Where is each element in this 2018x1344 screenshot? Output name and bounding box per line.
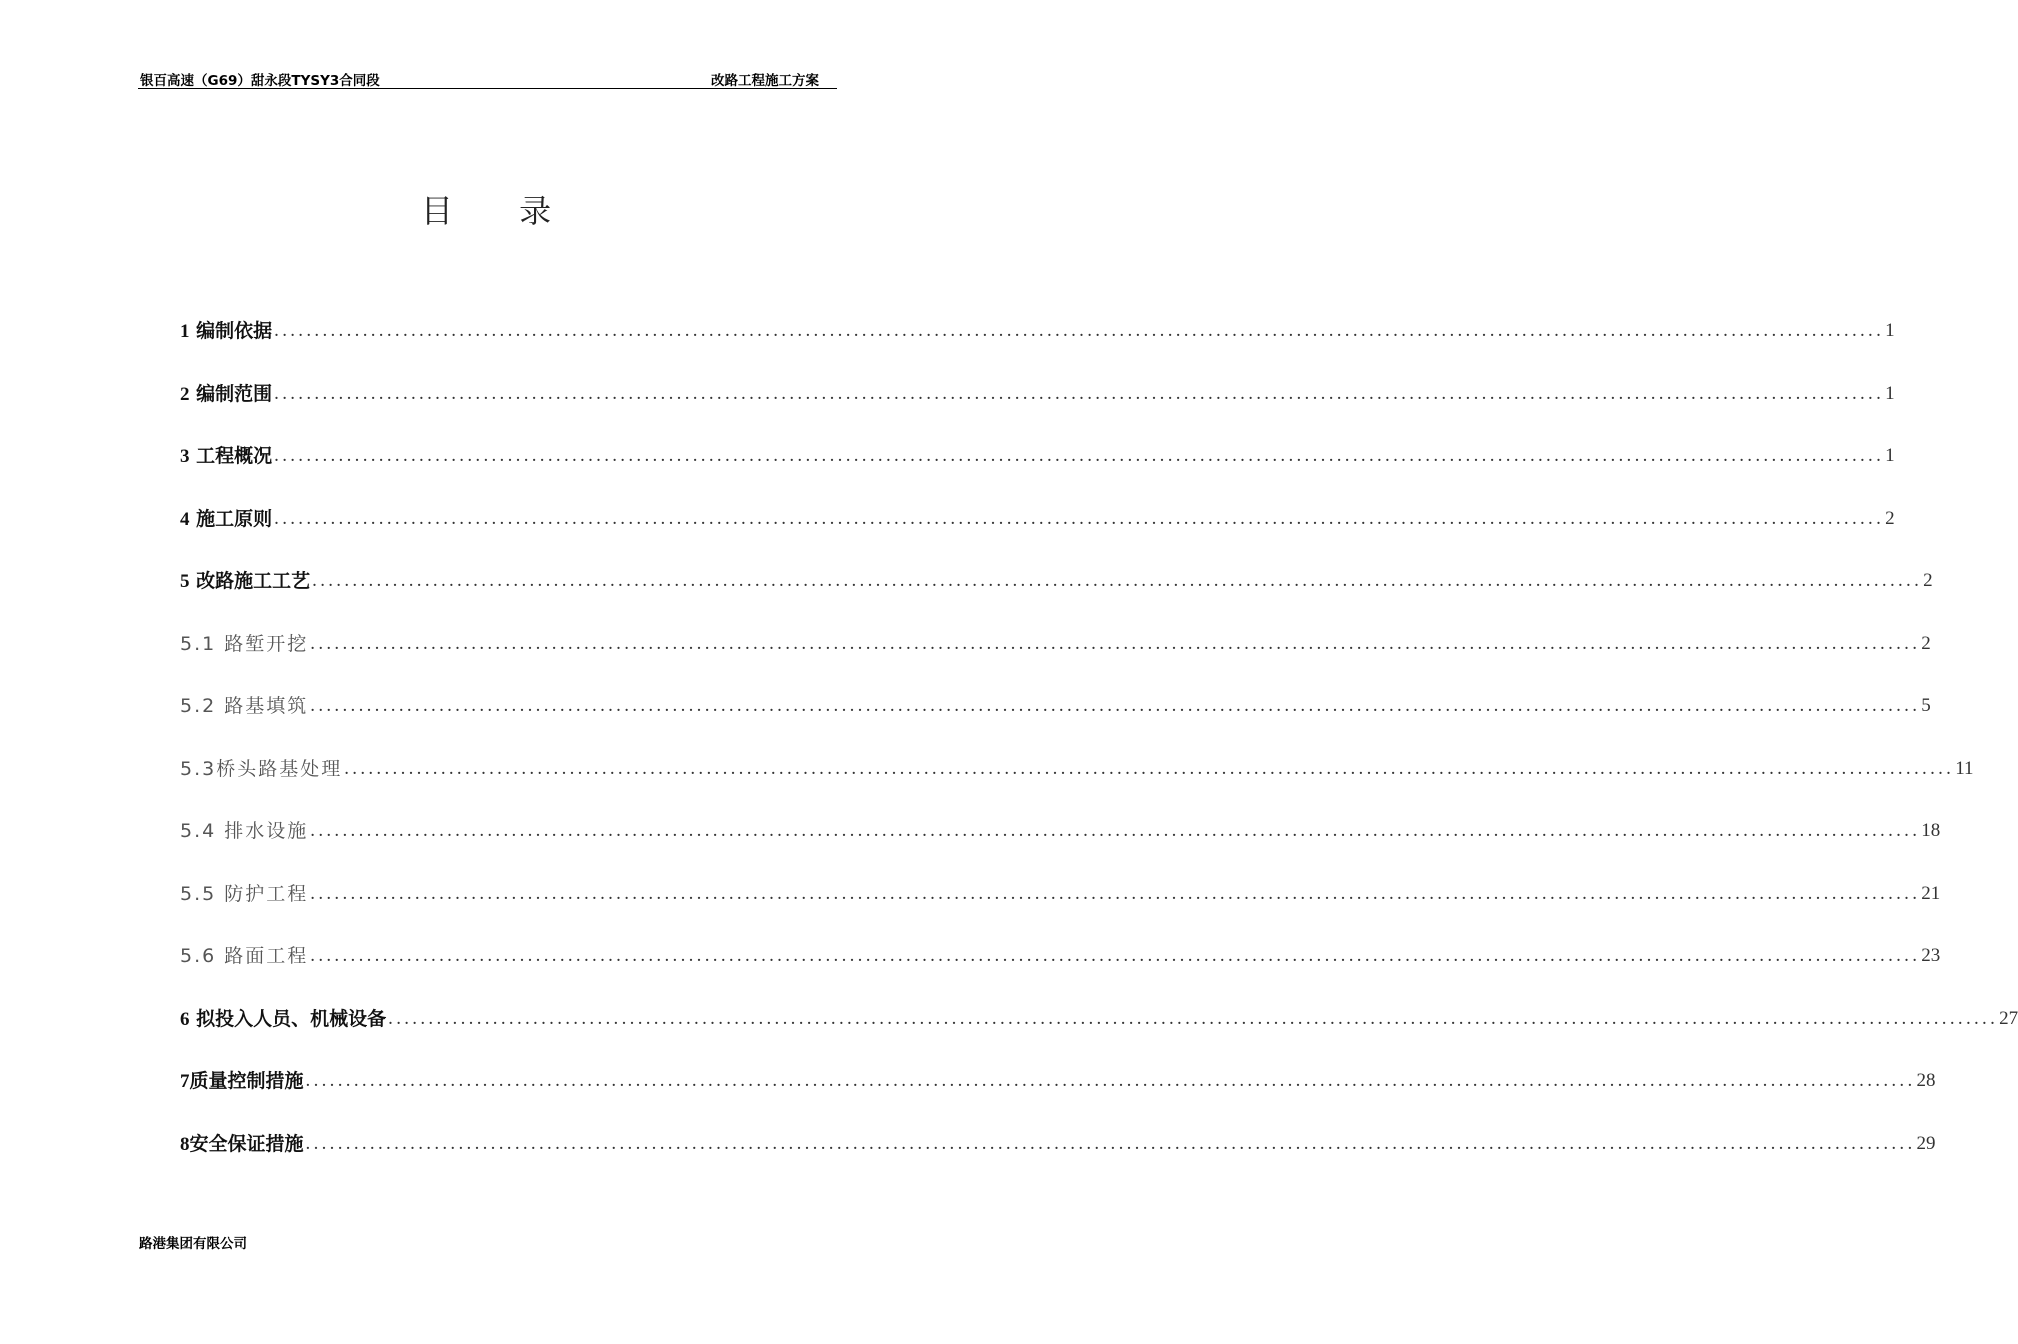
toc-entry-page-number: 29 xyxy=(1916,1132,1936,1154)
toc-entry[interactable] xyxy=(180,816,1941,879)
toc-entry[interactable] xyxy=(180,691,1931,754)
toc-entry-number: 1 xyxy=(180,321,190,342)
toc-dot-leader: ........................................................................................................................................................................................................ xyxy=(274,507,1885,529)
toc-entry-number: 8 xyxy=(180,1133,190,1155)
toc-entry[interactable] xyxy=(180,566,1933,629)
toc-entry-text: 桥头路基处理 xyxy=(216,757,343,780)
toc-entry[interactable] xyxy=(180,441,1895,504)
toc-entry-page-number: 27 xyxy=(1999,1007,2018,1029)
toc-entry-page-number: 28 xyxy=(1916,1070,1936,1091)
toc-entry-label xyxy=(180,504,274,535)
toc-entry-label xyxy=(180,316,274,347)
toc-dot-leader: ........................................................................................................................................................................................................ xyxy=(388,1007,1999,1029)
toc-entry-number: 7 xyxy=(180,1071,190,1092)
toc-entry-label xyxy=(180,441,274,472)
toc-entry-number: 5.6 xyxy=(180,945,217,967)
toc-entry-page-number: 2 xyxy=(1923,570,1933,591)
toc-dot-leader: ........................................................................................................................................................................................................ xyxy=(274,445,1885,466)
toc-entry-label xyxy=(180,941,310,971)
toc-entry-label xyxy=(180,754,344,784)
toc-title: 目 录 xyxy=(420,192,580,230)
toc-entry-text: 工程概况 xyxy=(196,445,273,467)
toc-entry-number: 5.2 xyxy=(180,695,217,717)
toc-entry-label xyxy=(180,816,310,846)
toc-entry-label xyxy=(180,1004,388,1035)
toc-entry-label xyxy=(180,1066,306,1097)
header-document-title: 改路工程施工方案 xyxy=(711,73,819,89)
toc-entry-number: 5.4 xyxy=(180,820,217,842)
toc-entry-page-number: 2 xyxy=(1885,507,1895,529)
toc-entry-page-number: 18 xyxy=(1921,820,1941,841)
toc-entry-text: 拟投入人员、机械设备 xyxy=(196,1007,387,1030)
toc-dot-leader: ........................................................................................................................................................................................................ xyxy=(305,1132,1916,1154)
toc-entry-label xyxy=(180,1129,306,1160)
toc-entry-page-number: 2 xyxy=(1921,632,1931,654)
toc-entry-number: 3 xyxy=(180,446,190,467)
page-footer-company: 路港集团有限公司 xyxy=(139,1236,247,1252)
toc-entry[interactable] xyxy=(180,379,1895,442)
toc-entry-number: 4 xyxy=(180,508,190,530)
toc-entry-page-number: 5 xyxy=(1921,695,1931,716)
toc-entry-page-number: 1 xyxy=(1885,320,1895,341)
toc-dot-leader: ........................................................................................................................................................................................................ xyxy=(310,820,1921,841)
toc-dot-leader: ........................................................................................................................................................................................................ xyxy=(305,1070,1916,1091)
header-project-name: 银百高速（G69）甜永段TYSY3合同段 xyxy=(140,73,380,89)
toc-entry[interactable] xyxy=(180,879,1941,942)
toc-entry-label xyxy=(180,879,310,909)
toc-entry-text: 防护工程 xyxy=(224,882,309,905)
toc-entry-number: 5.3 xyxy=(180,757,217,780)
toc-entry-number: 5.1 xyxy=(180,632,217,655)
toc-entry-page-number: 23 xyxy=(1921,945,1941,966)
toc-entry-text: 编制依据 xyxy=(196,320,273,342)
toc-dot-leader: ........................................................................................................................................................................................................ xyxy=(310,945,1921,966)
toc-entry[interactable] xyxy=(180,1129,1936,1192)
toc-entry-number: 2 xyxy=(180,383,190,405)
toc-dot-leader: ........................................................................................................................................................................................................ xyxy=(274,382,1885,404)
toc-entry-text: 排水设施 xyxy=(224,820,309,842)
toc-entry-page-number: 11 xyxy=(1955,757,1974,779)
toc-entry-label xyxy=(180,629,310,659)
toc-entry-text: 编制范围 xyxy=(196,382,273,405)
toc-dot-leader: ........................................................................................................................................................................................................ xyxy=(310,882,1921,904)
toc-dot-leader: ........................................................................................................................................................................................................ xyxy=(344,757,1955,779)
toc-entry[interactable] xyxy=(180,504,1895,567)
toc-entry-label xyxy=(180,566,312,597)
toc-entry-text: 路堑开挖 xyxy=(224,632,309,655)
toc-entry-text: 路面工程 xyxy=(224,945,309,967)
toc-entry[interactable] xyxy=(180,316,1895,379)
toc-dot-leader: ........................................................................................................................................................................................................ xyxy=(312,570,1923,591)
toc-entry[interactable] xyxy=(180,1004,2018,1067)
toc-entry-text: 施工原则 xyxy=(196,507,273,530)
toc-entry-number: 5.5 xyxy=(180,882,217,905)
toc-entry-number: 6 xyxy=(180,1008,190,1030)
toc-entry[interactable] xyxy=(180,754,1974,817)
toc-dot-leader: ........................................................................................................................................................................................................ xyxy=(274,320,1885,341)
toc-entry-text: 安全保证措施 xyxy=(189,1132,304,1155)
toc-entry[interactable] xyxy=(180,629,1931,692)
toc-dot-leader: ........................................................................................................................................................................................................ xyxy=(310,632,1921,654)
toc-entry-label xyxy=(180,691,310,721)
toc-dot-leader: ........................................................................................................................................................................................................ xyxy=(310,695,1921,716)
toc-entry-text: 质量控制措施 xyxy=(189,1070,304,1092)
toc-entry[interactable] xyxy=(180,941,1941,1004)
toc-entry-page-number: 1 xyxy=(1885,445,1895,466)
toc-entry-label xyxy=(180,379,274,410)
toc-entry-number: 5 xyxy=(180,571,190,592)
table-of-contents xyxy=(180,316,2018,1191)
page-header xyxy=(138,66,837,89)
toc-entry-text: 路基填筑 xyxy=(224,695,309,717)
toc-entry-text: 改路施工工艺 xyxy=(196,570,311,592)
toc-entry-page-number: 21 xyxy=(1921,882,1941,904)
toc-entry-page-number: 1 xyxy=(1885,382,1895,404)
toc-entry[interactable] xyxy=(180,1066,1936,1129)
